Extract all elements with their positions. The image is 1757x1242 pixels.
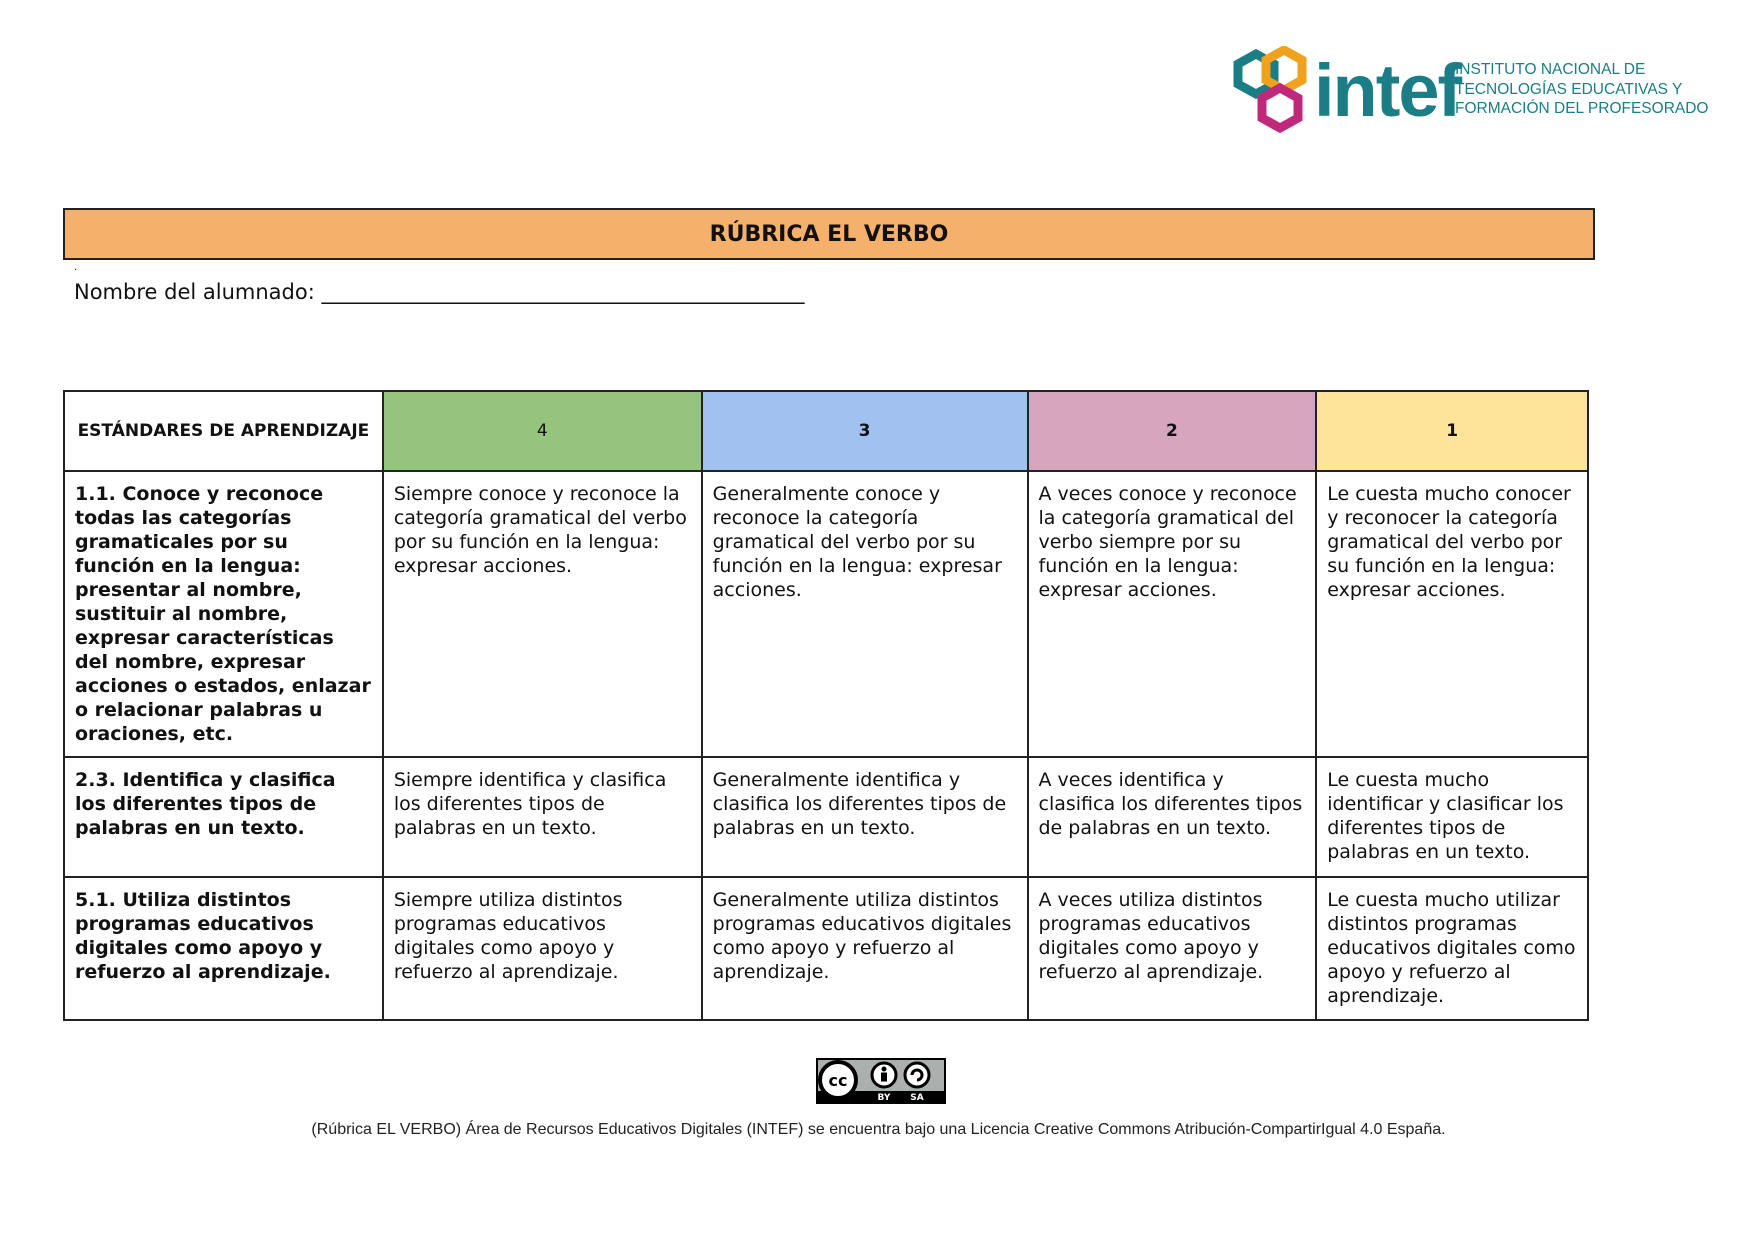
descriptor-cell: A veces utiliza distintos programas educativos digitales como apoyo y refuerzo al aprendizaje. xyxy=(1028,877,1317,1020)
descriptor-cell: Le cuesta mucho conocer y reconocer la categoría gramatical del verbo por su función en la lengua: expresar acciones. xyxy=(1316,471,1588,757)
cc-badge-by-text: BY xyxy=(877,1093,891,1103)
table-row xyxy=(64,471,1588,757)
descriptor-cell: Generalmente utiliza distintos programas educativos digitales como apoyo y refuerzo al aprendizaje. xyxy=(702,877,1028,1020)
standard-cell: 2.3. Identifica y clasifica los diferentes tipos de palabras en un texto. xyxy=(64,757,383,877)
cc-by-sa-badge[interactable] xyxy=(816,1058,946,1104)
descriptor-cell: Generalmente conoce y reconoce la categoría gramatical del verbo por su función en la lengua: expresar acciones. xyxy=(702,471,1028,757)
intef-logo xyxy=(1222,46,1709,136)
institution-line: TECNOLOGÍAS EDUCATIVAS Y xyxy=(1455,80,1683,98)
standard-cell: 5.1. Utiliza distintos programas educativos digitales como apoyo y refuerzo al aprendizaje. xyxy=(64,877,383,1020)
level-header-2: 2 xyxy=(1028,391,1317,471)
intef-hexagon-icon xyxy=(1222,46,1318,136)
descriptor-cell: A veces conoce y reconoce la categoría gramatical del verbo siempre por su función en la lengua: expresar acciones. xyxy=(1028,471,1317,757)
descriptor-cell: Siempre utiliza distintos programas educativos digitales como apoyo y refuerzo al aprendizaje. xyxy=(383,877,702,1020)
institution-name xyxy=(1455,60,1708,119)
descriptor-cell: Siempre identifica y clasifica los diferentes tipos de palabras en un texto. xyxy=(383,757,702,877)
stray-dot: . xyxy=(74,262,78,273)
descriptor-cell: Le cuesta mucho utilizar distintos programas educativos digitales como apoyo y refuerzo al aprendizaje. xyxy=(1316,877,1588,1020)
institution-line: INSTITUTO NACIONAL DE xyxy=(1455,61,1646,78)
intef-wordmark: intef xyxy=(1314,49,1461,132)
descriptor-cell: Generalmente identifica y clasifica los diferentes tipos de palabras en un texto. xyxy=(702,757,1028,877)
student-name-label: Nombre del alumnado: ______________________________________________ xyxy=(74,280,805,304)
rubric-title: RÚBRICA EL VERBO xyxy=(63,208,1595,260)
table-row xyxy=(64,757,1588,877)
level-header-4: 4 xyxy=(383,391,702,471)
level-header-1: 1 xyxy=(1316,391,1588,471)
standard-cell: 1.1. Conoce y reconoce todas las categorías gramaticales por su función en la lengua: presentar al nombre, sustituir al nombre, expresar características del nombre, expresar acciones o estados, enlazar o relacionar palabras u oraciones, etc. xyxy=(64,471,383,757)
level-header-3: 3 xyxy=(702,391,1028,471)
by-person-icon xyxy=(882,1067,887,1072)
standards-header: ESTÁNDARES DE APRENDIZAJE xyxy=(64,391,383,471)
license-text: (Rúbrica EL VERBO) Área de Recursos Educativos Digitales (INTEF) se encuentra bajo una Licencia Creative Commons Atribución-CompartirIgual 4.0 España. xyxy=(311,1121,1446,1138)
table-row xyxy=(64,877,1588,1020)
cc-badge-cc-text: cc xyxy=(828,1071,848,1090)
institution-line: FORMACIÓN DEL PROFESORADO xyxy=(1455,100,1709,117)
rubric-table xyxy=(63,390,1589,1021)
descriptor-cell: A veces identifica y clasifica los diferentes tipos de palabras en un texto. xyxy=(1028,757,1317,877)
cc-badge-sa-text: SA xyxy=(910,1093,924,1103)
descriptor-cell: Le cuesta mucho identificar y clasificar los diferentes tipos de palabras en un texto. xyxy=(1316,757,1588,877)
header-row xyxy=(64,391,1588,471)
descriptor-cell: Siempre conoce y reconoce la categoría gramatical del verbo por su función en la lengua: expresar acciones. xyxy=(383,471,702,757)
